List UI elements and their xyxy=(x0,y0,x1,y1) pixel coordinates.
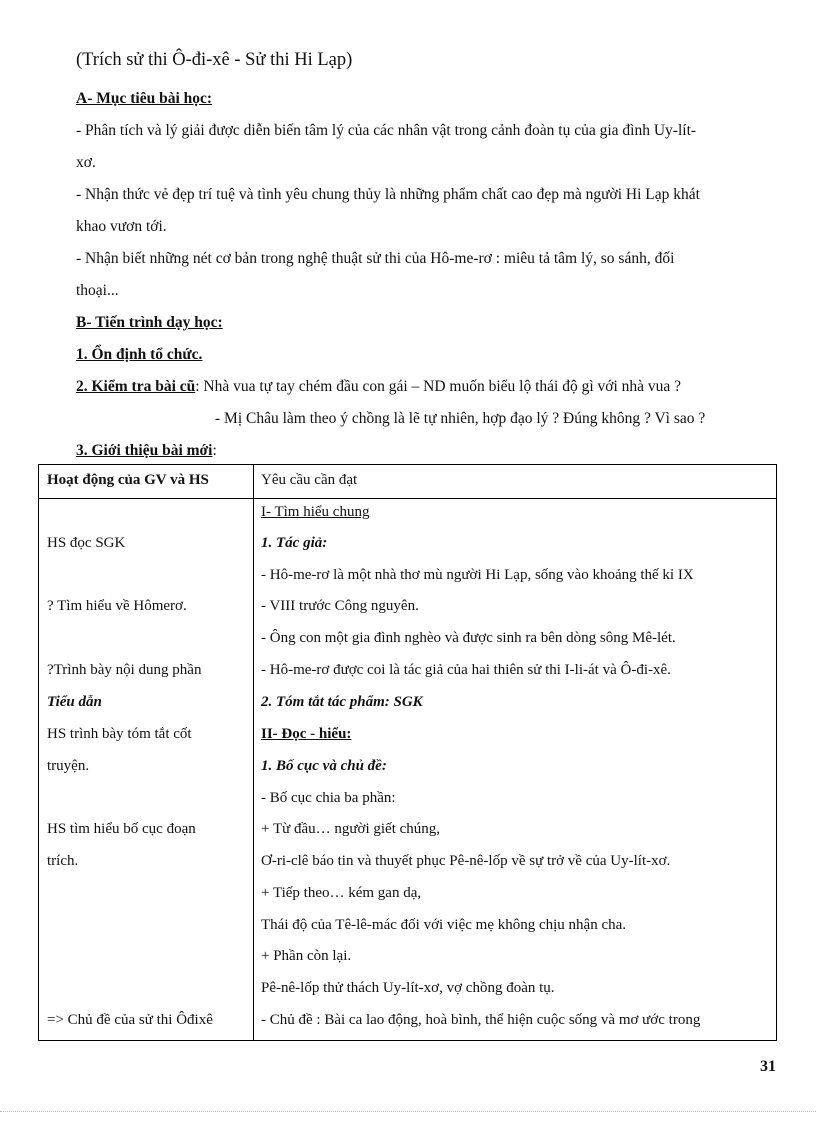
activity-cell: truyện. xyxy=(47,758,90,774)
requirement-heading: I- Tìm hiểu chung xyxy=(261,504,370,520)
requirement-line: - VIII trước Công nguyên. xyxy=(261,598,419,614)
page-divider xyxy=(0,1111,816,1112)
requirement-subheading: 1. Bố cục và chủ đề: xyxy=(261,758,387,774)
objective-line: - Nhận biết những nét cơ bản trong nghệ thuật sử thi của Hô-me-rơ : miêu tả tâm lý, so sánh, đối xyxy=(76,250,675,267)
document-subtitle: (Trích sử thi Ô-đi-xê - Sử thi Hi Lạp) xyxy=(76,50,353,70)
step-2-question-1: : Nhà vua tự tay chém đầu con gái – ND muốn biểu lộ thái độ gì với nhà vua ? xyxy=(195,378,682,395)
requirement-line: Pê-nê-lốp thử thách Uy-lít-xơ, vợ chồng đoàn tụ. xyxy=(261,980,555,996)
activity-cell: ? Tìm hiểu về Hômerơ. xyxy=(47,598,187,614)
requirement-line: - Chủ đề : Bài ca lao động, hoà bình, thể hiện cuộc sống và mơ ước trong xyxy=(261,1012,701,1028)
requirement-subheading: 2. Tóm tắt tác phẩm: SGK xyxy=(261,694,423,710)
col1-header: Hoạt động của GV và HS xyxy=(47,472,209,488)
step-3 xyxy=(76,441,217,461)
lesson-table xyxy=(38,464,777,1041)
requirement-subheading: 1. Tác giả: xyxy=(261,535,328,551)
column-divider xyxy=(253,465,254,1040)
step-2-label: 2. Kiểm tra bài cũ xyxy=(76,378,196,395)
step-2 xyxy=(76,377,681,397)
section-b-heading: B- Tiến trình dạy học: xyxy=(76,314,223,331)
requirement-line: + Tiếp theo… kém gan dạ, xyxy=(261,885,422,901)
requirement-heading: II- Đọc - hiểu: xyxy=(261,726,352,742)
requirement-line: - Hô-me-rơ được coi là tác giả của hai thiên sử thi I-li-át và Ô-đi-xê. xyxy=(261,662,671,678)
section-a-heading: A- Mục tiêu bài học: xyxy=(76,90,213,107)
step-2-question-2: - Mị Châu làm theo ý chồng là lẽ tự nhiên, hợp đạo lý ? Đúng không ? Vì sao ? xyxy=(215,410,706,427)
objective-line: khao vươn tới. xyxy=(76,218,167,235)
activity-cell: trích. xyxy=(47,853,79,869)
activity-cell: HS tìm hiểu bố cục đoạn xyxy=(47,821,196,837)
activity-cell: HS trình bày tóm tắt cốt xyxy=(47,726,192,742)
objective-line: - Nhận thức vẻ đẹp trí tuệ và tình yêu chung thủy là những phẩm chất cao đẹp mà người Hi Lạp khát xyxy=(76,186,700,203)
objective-line: xơ. xyxy=(76,154,96,171)
col2-header: Yêu cầu cần đạt xyxy=(261,472,358,488)
requirement-line: Ơ-ri-clê báo tin và thuyết phục Pê-nê-lốp về sự trở về của Uy-lít-xơ. xyxy=(261,853,671,869)
requirement-line: + Từ đầu… người giết chúng, xyxy=(261,821,441,837)
requirement-line: - Ông con một gia đình nghèo và được sinh ra bên dòng sông Mê-lét. xyxy=(261,630,676,646)
page-number: 31 xyxy=(760,1058,776,1075)
step-1: 1. Ổn định tổ chức. xyxy=(76,346,203,363)
requirement-line: - Hô-me-rơ là một nhà thơ mù người Hi Lạp, sống vào khoảng thế kỉ IX xyxy=(261,567,694,583)
step-3-label: 3. Giới thiệu bài mới xyxy=(76,442,213,459)
requirement-line: - Bố cục chia ba phần: xyxy=(261,790,396,806)
objective-line: - Phân tích và lý giải được diễn biến tâm lý của các nhân vật trong cảnh đoàn tụ của gia đình Uy-lít- xyxy=(76,122,697,139)
activity-cell: => Chủ đề của sử thi Ôđixê xyxy=(47,1012,213,1028)
requirement-line: + Phần còn lại. xyxy=(261,948,352,964)
step-3-colon: : xyxy=(212,442,217,459)
requirement-line: Thái độ của Tê-lê-mác đối với việc mẹ không chịu nhận cha. xyxy=(261,917,627,933)
activity-cell: HS đọc SGK xyxy=(47,535,126,551)
activity-cell: Tiểu dẫn xyxy=(47,694,102,710)
objective-line: thoại... xyxy=(76,282,119,299)
header-divider xyxy=(39,498,776,499)
activity-cell: ?Trình bày nội dung phần xyxy=(47,662,202,678)
